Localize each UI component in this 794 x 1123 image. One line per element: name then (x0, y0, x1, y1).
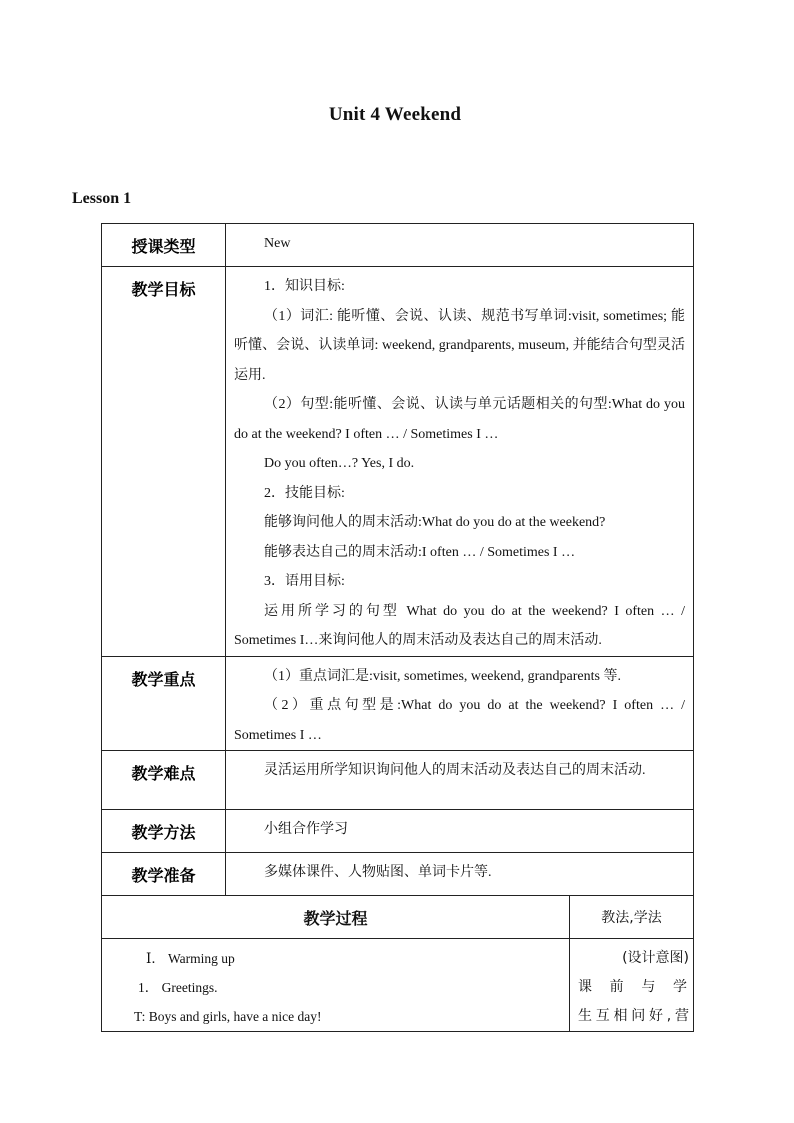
objectives-content (226, 267, 694, 657)
row-preparation (102, 853, 694, 896)
difficulty-content (226, 751, 694, 810)
page-title: Unit 4 Weekend (328, 104, 462, 125)
objective-line: （1）词汇: 能听懂、会说、认读、规范书写单词:visit, sometimes; 能听懂、会说、认读单词: weekend, grandparents, museum, 并能结合句型灵活运用. (234, 308, 685, 383)
preparation-content (226, 853, 694, 896)
row-key-points (102, 656, 694, 751)
process-content (102, 939, 570, 1032)
objective-line: 3．语用目标: (264, 574, 345, 589)
process-line: Ⅰ． Warming up (146, 951, 235, 966)
difficulty-label: 教学难点 (102, 751, 226, 810)
process-line: T: Boys and girls, have a nice day! (134, 1009, 322, 1024)
lesson-label: Lesson 1 (72, 190, 132, 207)
objective-line: 能够询问他人的周末活动:What do you do at the weekend? (264, 515, 606, 530)
key-points-content (226, 656, 694, 751)
row-process-content (102, 939, 694, 1032)
objectives-label: 教学目标 (102, 267, 226, 657)
method-header: 教法,学法 (570, 896, 694, 939)
key-points-label: 教学重点 (102, 656, 226, 751)
key-point-line: （1）重点词汇是:visit, sometimes, weekend, grandparents 等. (264, 668, 621, 684)
lesson-type-value: New (226, 224, 694, 267)
design-intent-content (570, 939, 694, 1032)
process-line: 1． Greetings. (138, 980, 218, 995)
row-objectives (102, 267, 694, 657)
row-method (102, 810, 694, 853)
key-point-line: （2）重点句型是:What do you do at the weekend? I often … / Sometimes I … (234, 698, 685, 743)
preparation-label: 教学准备 (102, 853, 226, 896)
lesson-type-label: 授课类型 (102, 224, 226, 267)
objective-line: 2．技能目标: (264, 485, 345, 501)
method-label: 教学方法 (102, 810, 226, 853)
objective-line: Do you often…? Yes, I do. (264, 456, 415, 471)
design-line: (设计意图) (622, 950, 689, 966)
objective-line: 能够表达自己的周末活动:I often … / Sometimes I … (264, 544, 576, 560)
objective-line: 运用所学习的句型 What do you do at the weekend? I often … / Sometimes I…来询问他人的周末活动及表达自己的周末活动. (234, 603, 685, 648)
objective-line: （2）句型:能听懂、会说、认读与单元话题相关的句型:What do you do at the weekend? I often … / Sometimes I … (234, 397, 685, 442)
difficulty-value: 灵活运用所学知识询问他人的周末活动及表达自己的周末活动. (264, 763, 646, 778)
process-header: 教学过程 (102, 896, 570, 939)
design-line: 生互相问好,营 (578, 1008, 689, 1024)
design-line: 课前与学 (578, 979, 689, 995)
row-process-header (102, 896, 694, 939)
preparation-value: 多媒体课件、人物贴图、单词卡片等. (264, 865, 492, 880)
row-lesson-type (102, 224, 694, 267)
objective-line: 1．知识目标: (264, 279, 345, 294)
lesson-plan-table (101, 223, 694, 1032)
row-difficulty (102, 751, 694, 810)
method-content (226, 810, 694, 853)
method-value: 小组合作学习 (264, 822, 348, 837)
